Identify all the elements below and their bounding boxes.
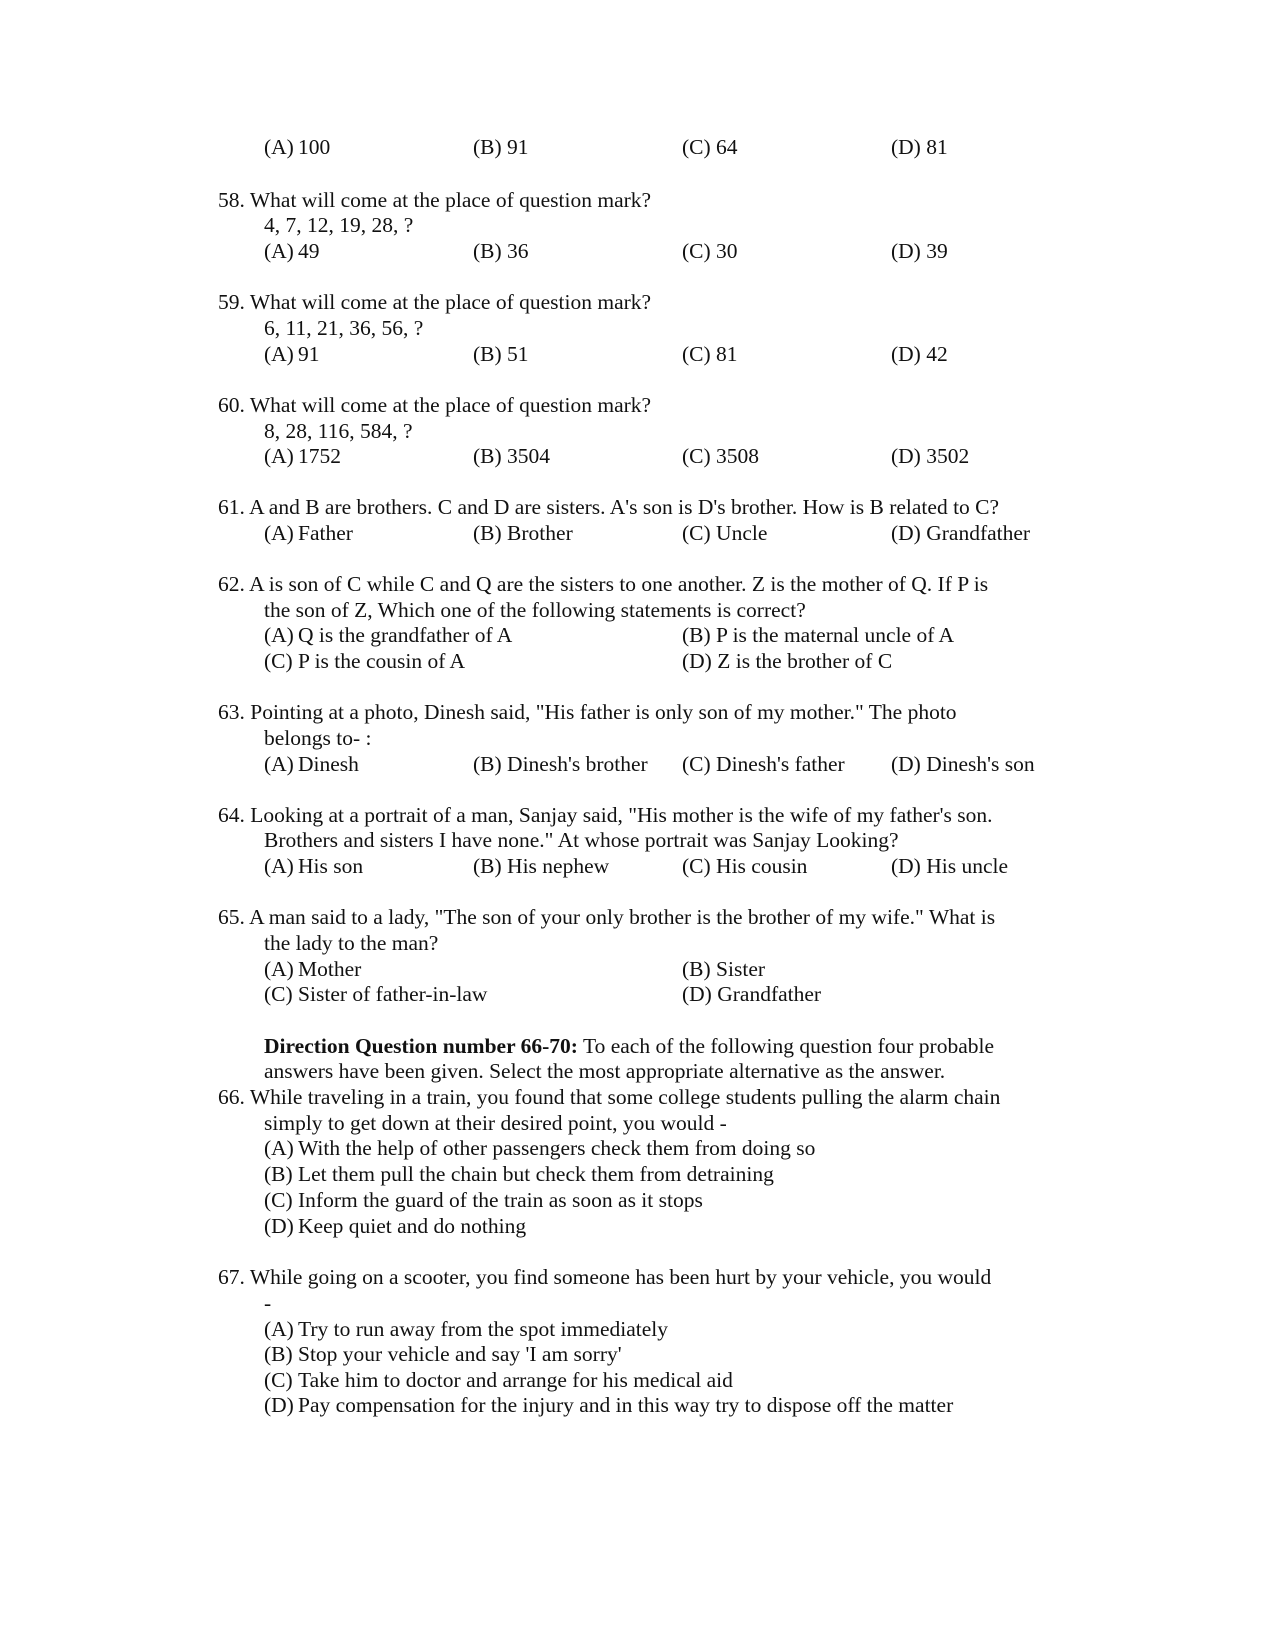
q61-stem: 61. A and B are brothers. C and D are sisters. A's son is D's brother. How is B related to C? [218, 495, 1000, 519]
q59-option-c: (C) 81 [682, 342, 738, 366]
q65-stem-line2: the lady to the man? [264, 931, 439, 955]
q59-option-d: (D) 42 [891, 342, 948, 366]
q67-option-c: (C) Take him to doctor and arrange for his medical aid [264, 1368, 733, 1392]
q60-series: 8, 28, 116, 584, ? [264, 419, 413, 443]
q58-option-b: (B) 36 [473, 239, 529, 263]
q60-option-b: (B) 3504 [473, 444, 551, 468]
q66-stem-line1: 66. While traveling in a train, you found that some college students pulling the alarm chain [218, 1085, 1001, 1109]
q58-option-a: (A) 49 [264, 239, 320, 263]
q63-option-a: (A) Dinesh [264, 752, 359, 776]
q66-option-c: (C) Inform the guard of the train as soon as it stops [264, 1188, 703, 1212]
q63-stem-line2: belongs to- : [264, 726, 372, 750]
q63-option-c: (C) Dinesh's father [682, 752, 845, 776]
q63-stem-line1: 63. Pointing at a photo, Dinesh said, "His father is only son of my mother." The photo [218, 700, 957, 724]
q63-option-b: (B) Dinesh's brother [473, 752, 648, 776]
q59-option-b: (B) 51 [473, 342, 529, 366]
q58-series: 4, 7, 12, 19, 28, ? [264, 213, 414, 237]
q67-stem-line2: - [264, 1291, 272, 1315]
q61-option-c: (C) Uncle [682, 521, 768, 545]
q61-option-a: (A) Father [264, 521, 353, 545]
q65-option-b: (B) Sister [682, 957, 766, 981]
q65-option-d: (D) Grandfather [682, 982, 822, 1006]
q64-option-a: (A) His son [264, 854, 364, 878]
q60-option-a: (A) 1752 [264, 444, 341, 468]
q65-option-a: (A) Mother [264, 957, 362, 981]
q59-series: 6, 11, 21, 36, 56, ? [264, 316, 424, 340]
q67-option-b: (B) Stop your vehicle and say 'I am sorry' [264, 1342, 622, 1366]
q67-option-d: (D) Pay compensation for the injury and in this way try to dispose off the matter [264, 1393, 954, 1417]
q57-option-b: (B) 91 [473, 135, 529, 159]
q57-option-a: (A) 100 [264, 135, 331, 159]
q62-option-a: (A) Q is the grandfather of A [264, 623, 513, 647]
q61-option-b: (B) Brother [473, 521, 573, 545]
q64-stem-line2: Brothers and sisters I have none." At whose portrait was Sanjay Looking? [264, 828, 899, 852]
q60-stem: 60. What will come at the place of question mark? [218, 393, 652, 417]
q62-stem-line1: 62. A is son of C while C and Q are the sisters to one another. Z is the mother of Q. If P is [218, 572, 989, 596]
q60-option-c: (C) 3508 [682, 444, 760, 468]
q66-option-a: (A) With the help of other passengers check them from doing so [264, 1136, 816, 1160]
q64-option-d: (D) His uncle [891, 854, 1009, 878]
q66-stem-line2: simply to get down at their desired point, you would - [264, 1111, 727, 1135]
q57-option-c: (C) 64 [682, 135, 738, 159]
q59-option-a: (A) 91 [264, 342, 320, 366]
q62-option-c: (C) P is the cousin of A [264, 649, 466, 673]
q64-option-c: (C) His cousin [682, 854, 808, 878]
q64-stem-line1: 64. Looking at a portrait of a man, Sanjay said, "His mother is the wife of my father's son. [218, 803, 993, 827]
q62-option-d: (D) Z is the brother of C [682, 649, 893, 673]
q66-option-d: (D) Keep quiet and do nothing [264, 1214, 527, 1238]
q62-option-b: (B) P is the maternal uncle of A [682, 623, 955, 647]
q67-stem-line1: 67. While going on a scooter, you find someone has been hurt by your vehicle, you would [218, 1265, 992, 1289]
q66-option-b: (B) Let them pull the chain but check them from detraining [264, 1162, 774, 1186]
q58-stem: 58. What will come at the place of question mark? [218, 188, 652, 212]
q64-option-b: (B) His nephew [473, 854, 610, 878]
direction-line1: Direction Question number 66-70: To each of the following question four probable [264, 1034, 994, 1058]
q59-stem: 59. What will come at the place of question mark? [218, 290, 652, 314]
q65-stem-line1: 65. A man said to a lady, "The son of your only brother is the brother of my wife." What is [218, 905, 996, 929]
q67-option-a: (A) Try to run away from the spot immediately [264, 1317, 669, 1341]
q61-option-d: (D) Grandfather [891, 521, 1031, 545]
direction-line2: answers have been given. Select the most appropriate alternative as the answer. [264, 1059, 946, 1083]
q58-option-d: (D) 39 [891, 239, 948, 263]
q57-option-d: (D) 81 [891, 135, 948, 159]
q62-stem-line2: the son of Z, Which one of the following statements is correct? [264, 598, 806, 622]
q58-option-c: (C) 30 [682, 239, 738, 263]
q60-option-d: (D) 3502 [891, 444, 970, 468]
q63-option-d: (D) Dinesh's son [891, 752, 1035, 776]
q65-option-c: (C) Sister of father-in-law [264, 982, 488, 1006]
